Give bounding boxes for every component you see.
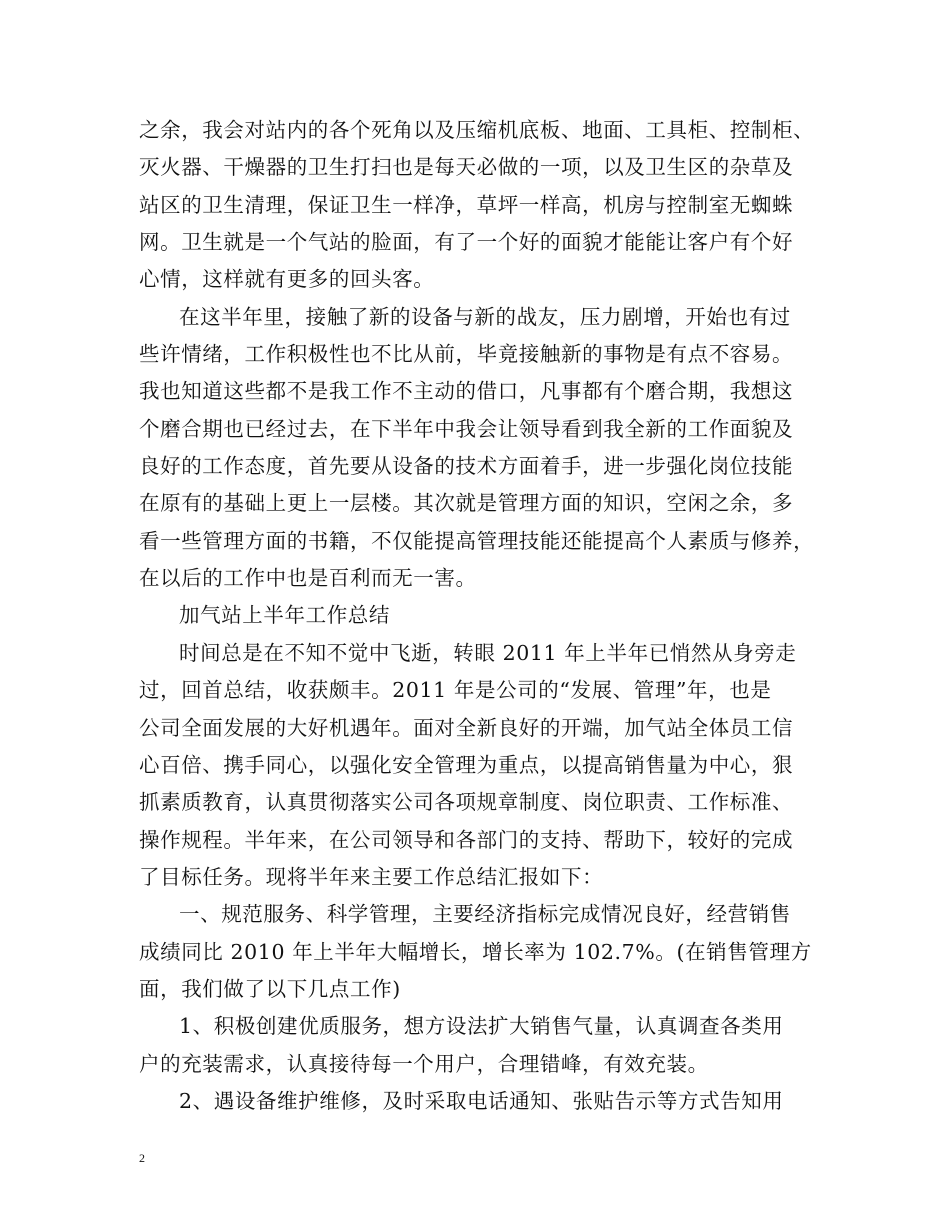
text-line: 灭火器、干燥器的卫生打扫也是每天必做的一项，以及卫生区的杂草及: [139, 155, 794, 180]
text-line: 公司全面发展的大好机遇年。面对全新良好的开端，加气站全体员工信: [139, 715, 794, 740]
paragraph-first-line: 1、积极创建优质服务，想方设法扩大销售气量，认真调查各类用: [179, 1014, 784, 1039]
page-number: 2: [139, 1151, 145, 1165]
paragraph-first-line: 在这半年里，接触了新的设备与新的战友，压力剧增，开始也有过: [179, 304, 791, 329]
text-line: 了目标任务。现将半年来主要工作总结汇报如下：: [139, 864, 604, 889]
text-line: 抓素质教育，认真贯彻落实公司各项规章制度、岗位职责、工作标准、: [139, 790, 794, 815]
text-line: 个磨合期也已经过去，在下半年中我会让领导看到我全新的工作面貌及: [139, 416, 794, 441]
text-line: 面，我们做了以下几点工作): [139, 976, 401, 1001]
text-line: 心情，这样就有更多的回头客。: [139, 267, 435, 292]
text-line: 心百倍、携手同心，以强化安全管理为重点，以提高销售量为中心，狠: [139, 752, 794, 777]
paragraph-first-line: 加气站上半年工作总结: [179, 603, 390, 628]
text-line: 之余，我会对站内的各个死角以及压缩机底板、地面、工具柜、控制柜、: [139, 118, 815, 142]
text-line: 成绩同比 2010 年上半年大幅增长，增长率为 102.7%。(在销售管理方: [139, 939, 812, 964]
text-line: 看一些管理方面的书籍，不仅能提高管理技能还能提高个人素质与修养，: [139, 528, 815, 553]
paragraph-first-line: 2、遇设备维护维修，及时采取电话通知、张贴告示等方式告知用: [179, 1088, 784, 1113]
text-line: 网。卫生就是一个气站的脸面，有了一个好的面貌才能能让客户有个好: [139, 230, 794, 255]
text-line: 户的充装需求，认真接待每一个用户，合理错峰，有效充装。: [139, 1051, 709, 1076]
text-line: 过，回首总结，收获颇丰。2011 年是公司的“发展、管理”年，也是: [139, 678, 772, 703]
text-line: 操作规程。半年来，在公司领导和各部门的支持、帮助下，较好的完成: [139, 827, 794, 852]
document-body: [139, 112, 829, 1120]
text-line: 站区的卫生清理，保证卫生一样净，草坪一样高，机房与控制室无蜘蛛: [139, 192, 794, 217]
text-line: 我也知道这些都不是我工作不主动的借口，凡事都有个磨合期，我想这: [139, 379, 794, 404]
text-line: 良好的工作态度，首先要从设备的技术方面着手，进一步强化岗位技能: [139, 454, 794, 479]
paragraph-first-line: 时间总是在不知不觉中飞逝，转眼 2011 年上半年已悄然从身旁走: [179, 640, 797, 665]
text-line: 在以后的工作中也是百利而无一害。: [139, 566, 477, 591]
paragraph-first-line: 一、规范服务、科学管理，主要经济指标完成情况良好，经营销售: [179, 902, 791, 927]
text-line: 些许情绪，工作积极性也不比从前，毕竟接触新的事物是有点不容易。: [139, 342, 794, 367]
text-line: 在原有的基础上更上一层楼。其次就是管理方面的知识，空闲之余，多: [139, 491, 794, 516]
